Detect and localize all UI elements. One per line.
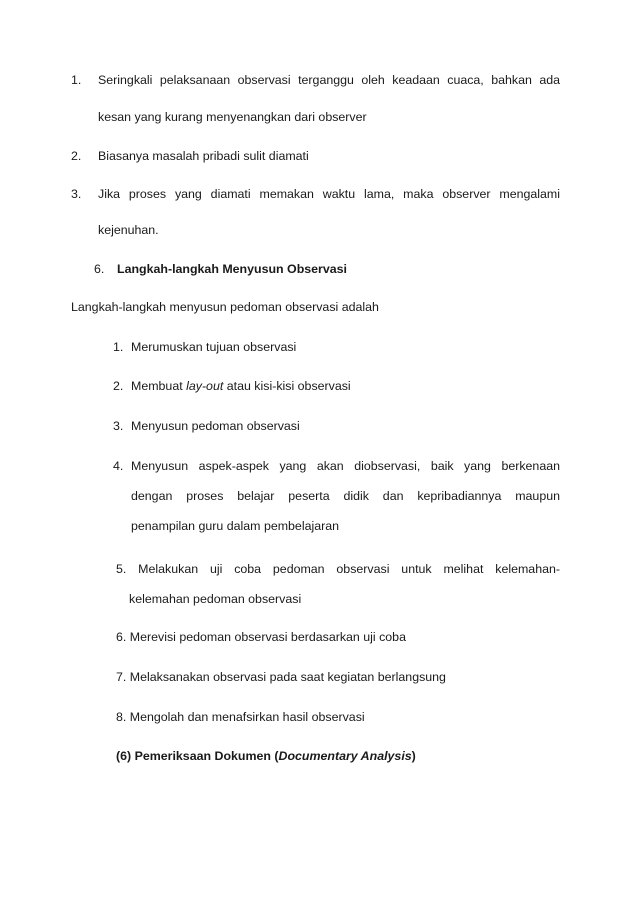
section-number: 6. bbox=[94, 262, 105, 276]
list-item-text-continuation: penampilan guru dalam pembelajaran bbox=[131, 519, 340, 533]
list-item-number: 4. bbox=[113, 459, 124, 473]
list-item: 8. Mengolah dan menafsirkan hasil observasi bbox=[116, 710, 365, 724]
list-item-text: Seringkali pelaksanaan observasi terganggu oleh keadaan cuaca, bahkan ada bbox=[98, 73, 560, 87]
section-title: Langkah-langkah Menyusun Observasi bbox=[117, 262, 347, 276]
list-item-text-continuation: kesan yang kurang menyenangkan dari observer bbox=[98, 110, 367, 124]
list-item-number: 1. bbox=[113, 340, 124, 354]
list-item-text: 5. Melakukan uji coba pedoman observasi untuk melihat kelemahan- bbox=[116, 562, 560, 576]
list-item-text-continuation: kejenuhan. bbox=[98, 223, 159, 237]
list-item-text: Menyusun pedoman observasi bbox=[131, 419, 300, 433]
heading-italic-term: Documentary Analysis bbox=[278, 749, 412, 763]
list-item-text-continuation: dengan proses belajar peserta didik dan kepribadiannya maupun bbox=[131, 489, 560, 503]
list-item: 6. Merevisi pedoman observasi berdasarkan uji coba bbox=[116, 630, 406, 644]
list-item-text-continuation: kelemahan pedoman observasi bbox=[129, 592, 302, 606]
list-item-text: Merumuskan tujuan observasi bbox=[131, 340, 297, 354]
list-item-text bbox=[131, 378, 351, 394]
intro-paragraph: Langkah-langkah menyusun pedoman observasi adalah bbox=[71, 300, 379, 314]
list-item-number: 3. bbox=[71, 187, 82, 201]
list-item-number: 2. bbox=[113, 379, 124, 393]
italic-term: lay-out bbox=[186, 379, 224, 393]
list-item-number: 2. bbox=[71, 149, 82, 163]
heading-text: (6) Pemeriksaan Dokumen ( bbox=[116, 749, 279, 763]
list-item-text: Biasanya masalah pribadi sulit diamati bbox=[98, 149, 309, 163]
section-heading-documentary-analysis bbox=[116, 748, 416, 764]
list-item: 7. Melaksanakan observasi pada saat kegiatan berlangsung bbox=[116, 670, 446, 684]
list-item-text-part: atau kisi-kisi observasi bbox=[223, 379, 351, 393]
list-item-number: 3. bbox=[113, 419, 124, 433]
heading-text: ) bbox=[411, 749, 416, 763]
list-item-text-part: Membuat bbox=[131, 379, 187, 393]
list-item-text: Menyusun aspek-aspek yang akan diobservasi, baik yang berkenaan bbox=[131, 459, 560, 473]
list-item-number: 1. bbox=[71, 73, 82, 87]
list-item-text: Jika proses yang diamati memakan waktu lama, maka observer mengalami bbox=[98, 187, 560, 201]
